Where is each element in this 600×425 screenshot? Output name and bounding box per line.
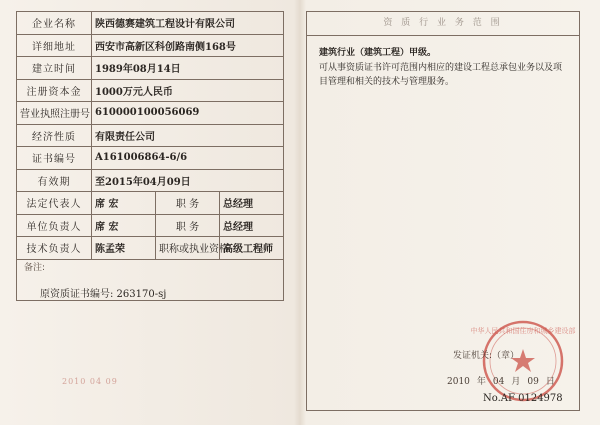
faded-stamp-text: 2010 04 09 [62,377,118,386]
table-row [17,237,284,260]
tech-head-title: 高级工程师 [220,237,284,260]
founded-date: 1989年08月14日 [92,57,284,80]
unit-head-title: 总经理 [220,214,284,237]
table-row [17,147,284,170]
field-label: 单位负责人 [17,214,92,237]
validity-period: 至2015年04月09日 [92,169,284,192]
issue-year: 2010 [447,377,470,387]
table-row [17,192,284,215]
issue-month: 04 [492,377,505,387]
issue-day: 09 [527,377,539,387]
seal-text: 中华人民共和国住房和城乡建设部 [470,327,576,335]
day-unit: 日 [545,377,555,387]
table-row [17,57,284,80]
issue-date [447,374,562,387]
scope-text: 可从事资质证书许可范围内相应的建设工程总承包业务以及项目管理和相关的技术与管理服务。 [319,63,563,87]
table-row [17,169,284,192]
tech-head-name: 陈孟荣 [92,237,156,260]
field-label: 职称或执业资格 [156,237,220,260]
field-label: 有效期 [17,169,92,192]
legal-rep-name: 席 宏 [92,192,156,215]
table-row [17,259,284,300]
table-row [17,124,284,147]
table-row [17,12,284,35]
unit-head-name: 席 宏 [92,214,156,237]
field-label: 注册资本金 [17,79,92,102]
official-seal-icon [470,319,576,403]
scope-title: 资 质 行 业 务 范 围 [307,12,579,36]
table-row [17,79,284,102]
economic-nature: 有限责任公司 [92,124,284,147]
remark-label: 备注: [24,262,46,273]
serial-number: No.AF 0124978 [483,393,563,404]
table-row [17,214,284,237]
remark-text: 原资质证书编号: 263170-sj [40,288,167,300]
issuer-label: 发证机关:（章） [453,351,520,361]
field-label: 企业名称 [17,12,92,35]
remark-cell [17,259,284,300]
field-label: 法定代表人 [17,192,92,215]
certificate-number: A161006864-6/6 [92,147,284,170]
table-row [17,102,284,125]
field-label: 详细地址 [17,34,92,57]
address: 西安市高新区科创路南侧168号 [92,34,284,57]
table-row [17,34,284,57]
scope-panel [306,11,580,411]
field-label: 职 务 [156,214,220,237]
month-unit: 月 [511,377,521,387]
legal-rep-title: 总经理 [220,192,284,215]
year-unit: 年 [476,377,486,387]
field-label: 证书编号 [17,147,92,170]
scope-body [307,36,579,89]
field-label: 营业执照注册号 [17,102,92,125]
field-label: 建立时间 [17,57,92,80]
field-label: 技术负责人 [17,237,92,260]
license-number: 610000100056069 [92,102,284,125]
field-label: 职 务 [156,192,220,215]
field-label: 经济性质 [17,124,92,147]
registered-capital: 1000万元人民币 [92,79,284,102]
company-name: 陕西德赛建筑工程设计有限公司 [92,12,284,35]
info-table [16,11,284,301]
info-panel [16,11,284,406]
scope-head: 建筑行业（建筑工程）甲级。 [319,48,437,58]
